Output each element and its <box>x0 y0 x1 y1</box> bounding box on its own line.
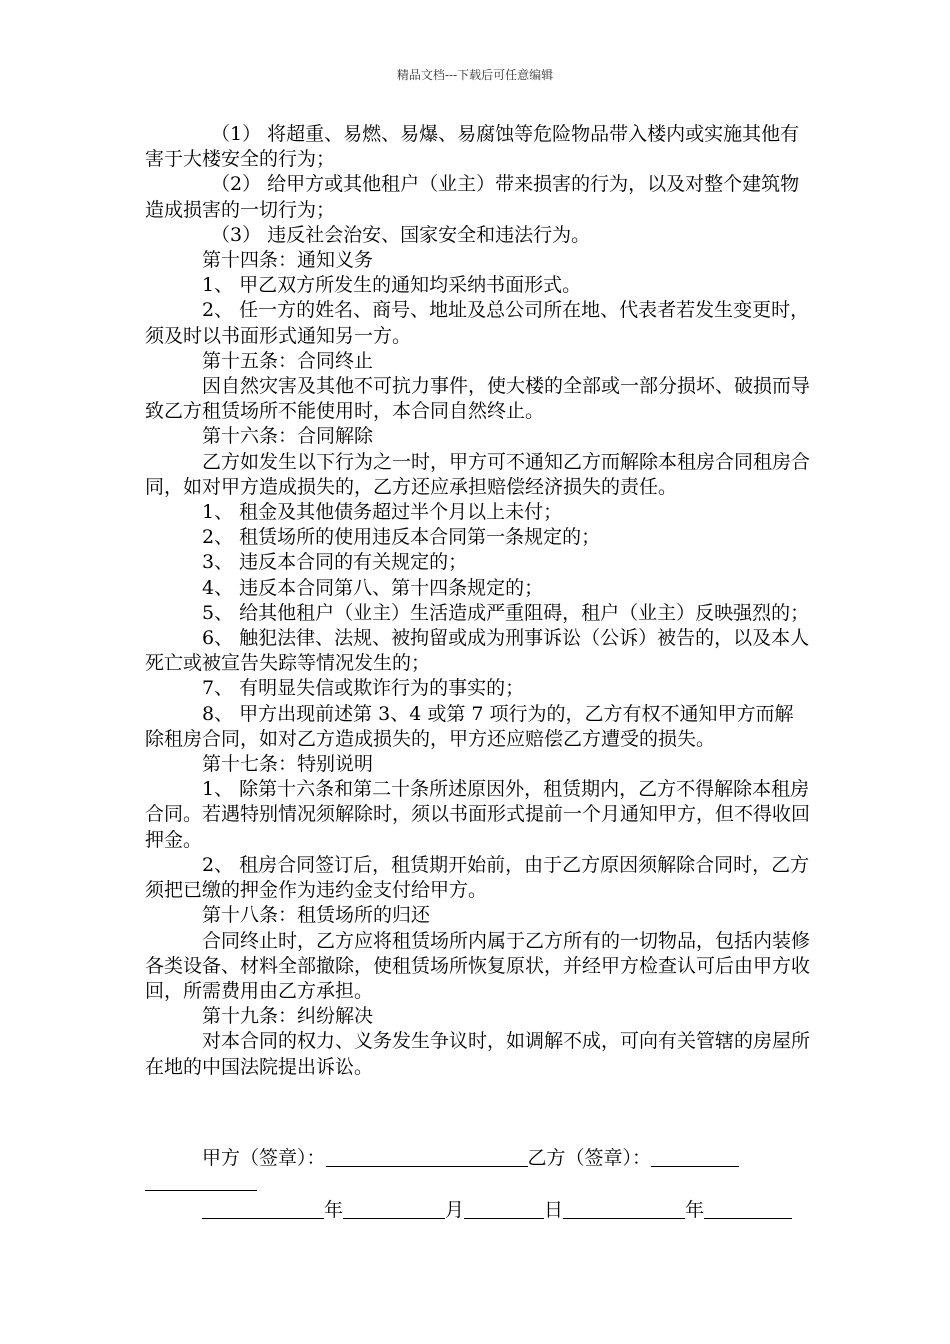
paragraph: 4、 违反本合同第八、第十四条规定的； <box>202 576 544 599</box>
day-label: 日 <box>544 1199 564 1221</box>
signature-line <box>145 1146 810 1171</box>
party-a-blank[interactable] <box>326 1146 528 1167</box>
year-label: 年 <box>324 1199 344 1221</box>
contract-body <box>145 122 810 1080</box>
paragraph: 1、 租金及其他债务超过半个月以上未付； <box>202 501 563 524</box>
year-blank[interactable] <box>202 1198 324 1219</box>
paragraph: 第十六条：合同解除 <box>202 425 374 448</box>
paragraph: 2、 租房合同签订后，租赁期开始前，由于乙方原因须解除合同时，乙方须把已缴的押金作为违约金支付给甲方。 <box>145 853 810 902</box>
party-b-blank[interactable] <box>651 1146 739 1167</box>
paragraph: 第十八条：租赁场所的归还 <box>202 904 431 927</box>
page-header: 精品文档---下载后可任意编辑 <box>396 68 554 82</box>
paragraph: 第十四条：通知义务 <box>202 249 374 272</box>
paragraph: 7、 有明显失信或欺诈行为的事实的； <box>202 677 525 700</box>
party-b-blank-continued[interactable] <box>145 1172 257 1191</box>
paragraph: （1） 将超重、易燃、易爆、易腐蚀等危险物品带入楼内或实施其他有害于大楼安全的行为； <box>145 123 800 171</box>
paragraph: 3、 违反本合同的有关规定的； <box>202 551 468 574</box>
month-label: 月 <box>445 1199 465 1221</box>
year2-blank[interactable] <box>563 1198 685 1219</box>
party-a-label: 甲方（签章）： <box>202 1147 326 1169</box>
party-b-label: 乙方（签章）： <box>527 1147 652 1169</box>
paragraph: （2） 给甲方或其他租户（业主）带来损害的行为，以及对整个建筑物造成损害的一切行为； <box>145 173 800 221</box>
paragraph: 5、 给其他租户（业主）生活造成严重阻碍，租户（业主）反映强烈的； <box>202 601 810 624</box>
paragraph: 8、 甲方出现前述第 3、4 或第 7 项行为的，乙方有权不通知甲方而解除租房合同，如对乙方造成损失的，甲方还应赔偿乙方遭受的损失。 <box>145 702 794 750</box>
paragraph: 第十五条：合同终止 <box>202 349 374 372</box>
paragraph: 乙方如发生以下行为之一时，甲方可不通知乙方而解除本租房合同租房合同，如对甲方造成损失的，乙方还应承担赔偿经济损失的责任。 <box>145 450 811 498</box>
paragraph: 2、 租赁场所的使用违反本合同第一条规定的； <box>202 526 601 549</box>
end-blank[interactable] <box>704 1198 792 1219</box>
paragraph: 6、 触犯法律、法规、被拘留或成为刑事诉讼（公诉）被告的，以及本人死亡或被宣告失踪等情况发生的； <box>145 627 810 675</box>
paragraph: 对本合同的权力、义务发生争议时，如调解不成，可向有关管辖的房屋所在地的中国法院提出诉讼。 <box>145 1030 811 1078</box>
paragraph: （3） 违反社会治安、国家安全和违法行为。 <box>211 223 591 246</box>
paragraph: 1、 甲乙双方所发生的通知均采纳书面形式。 <box>202 274 582 297</box>
day-blank[interactable] <box>464 1198 544 1219</box>
paragraph: 合同终止时，乙方应将租赁场所内属于乙方所有的一切物品，包括内装修各类设备、材料全部撤除，使租赁场所恢复原状，并经甲方检查认可后由甲方收回，所需费用由乙方承担。 <box>145 929 811 1002</box>
paragraph: 2、 任一方的姓名、商号、地址及总公司所在地、代表者若发生变更时，须及时以书面形式通知另一方。 <box>145 299 810 347</box>
paragraph: 1、 除第十六条和第二十条所述原因外，租赁期内，乙方不得解除本租房合同。若遇特别情况须解除时，须以书面形式提前一个月通知甲方，但不得收回押金。 <box>145 778 811 851</box>
paragraph: 第十九条：纠纷解决 <box>202 1005 374 1028</box>
paragraph: 第十七条：特别说明 <box>202 753 374 776</box>
date-line <box>145 1198 810 1223</box>
month-blank[interactable] <box>343 1198 445 1219</box>
paragraph: 因自然灾害及其他不可抗力事件，使大楼的全部或一部分损坏、破损而导致乙方租赁场所不能使用时，本合同自然终止。 <box>145 375 811 423</box>
year2-label: 年 <box>685 1199 705 1221</box>
